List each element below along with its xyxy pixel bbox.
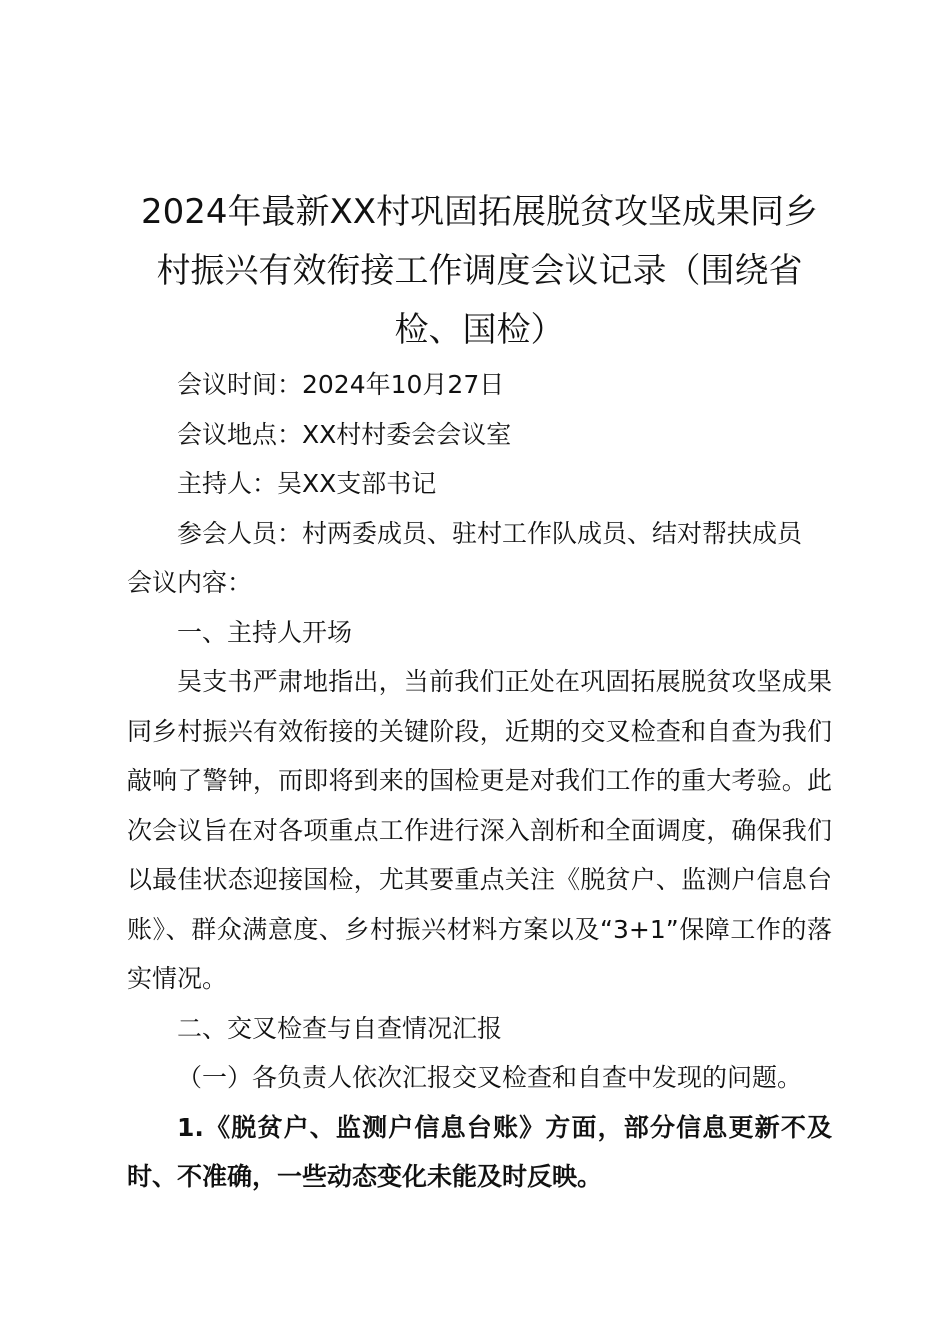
- section1-body: 吴支书严肃地指出，当前我们正处在巩固拓展脱贫攻坚成果同乡村振兴有效衔接的关键阶段，近期的交叉检查和自查为我们敲响了警钟，而即将到来的国检更是对我们工作的重大考验。此次会议旨在对各项重点工作进行深入剖析和全面调度，确保我们以最佳状态迎接国检，尤其要重点关注《脱贫户、监测户信息台账》、群众满意度、乡村振兴材料方案以及“3+1”保障工作的落实情况。: [127, 667, 832, 993]
- meeting-place: 会议地点：XX村村委会会议室: [177, 419, 512, 449]
- section1-heading: 一、主持人开场: [177, 617, 353, 647]
- content-label: 会议内容：: [127, 568, 253, 597]
- meeting-host: 主持人：吴XX支部书记: [177, 469, 437, 498]
- document-title: 2024年最新XX村巩固拓展脱贫攻坚成果同乡村振兴有效衔接工作调度会议记录（围绕省检、国检）: [140, 192, 819, 350]
- section2-item1: 1.《脱贫户、监测户信息台账》方面，部分信息更新不及时、不准确，一些动态变化未能及时反映。: [127, 1112, 832, 1191]
- document-page: [127, 183, 832, 1202]
- section2-heading: 二、交叉检查与自查情况汇报: [177, 1013, 503, 1043]
- meeting-time: 会议时间：2024年10月27日: [177, 370, 505, 399]
- meeting-attendees: 参会人员：村两委成员、驻村工作队成员、结对帮扶成员: [177, 518, 803, 548]
- section2-sub1: （一）各负责人依次汇报交叉检查和自查中发现的问题。: [177, 1063, 803, 1092]
